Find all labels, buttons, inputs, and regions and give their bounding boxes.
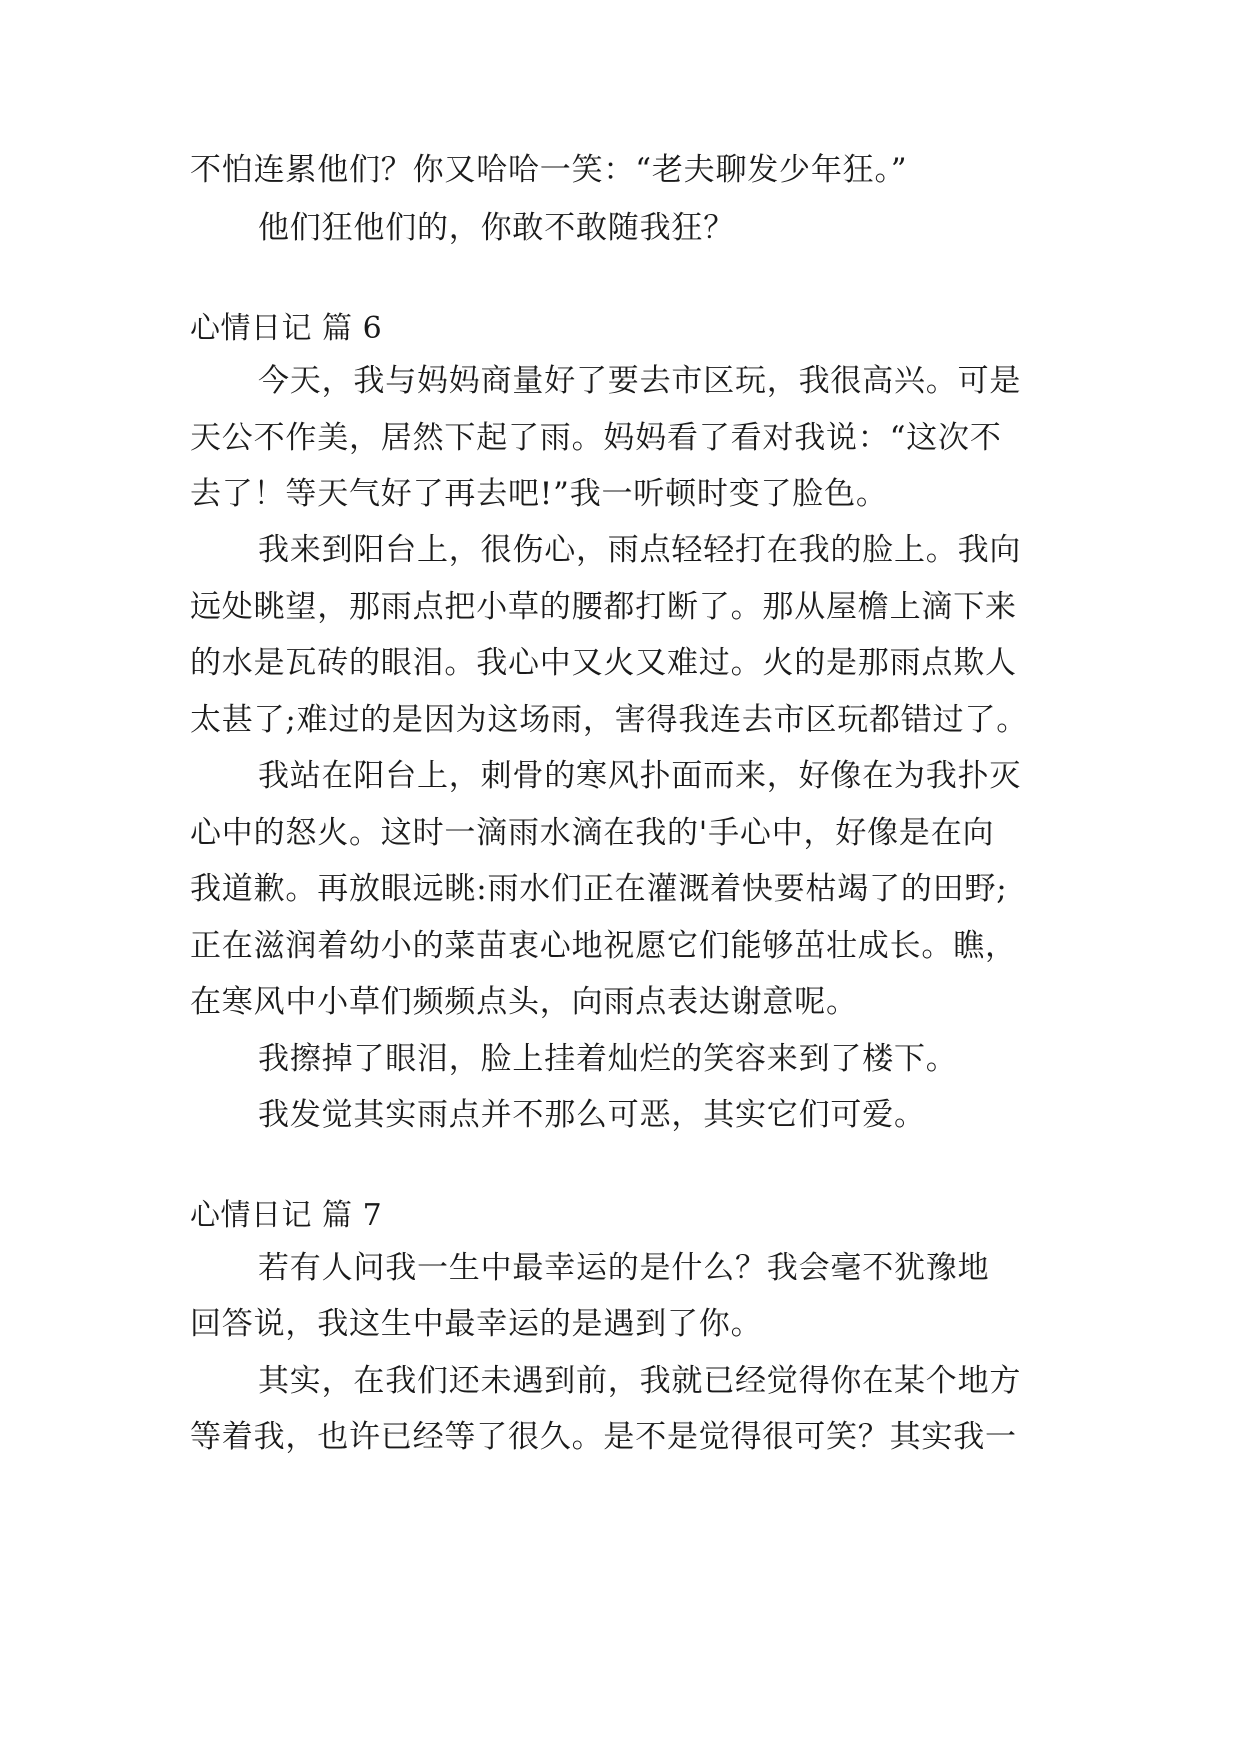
paragraph-line: 今天，我与妈妈商量好了要去市区玩，我很高兴。可是 bbox=[258, 363, 1022, 399]
paragraph-line: 回答说，我这生中最幸运的是遇到了你。 bbox=[190, 1306, 763, 1342]
paragraph-line: 我发觉其实雨点并不那么可恶，其实它们可爱。 bbox=[258, 1097, 926, 1133]
paragraph-line: 远处眺望，那雨点把小草的腰都打断了。那从屋檐上滴下来 bbox=[190, 589, 1017, 625]
paragraph-line: 我来到阳台上，很伤心，雨点轻轻打在我的脸上。我向 bbox=[258, 532, 1022, 568]
paragraph-line: 我擦掉了眼泪，脸上挂着灿烂的笑容来到了楼下。 bbox=[258, 1041, 958, 1077]
paragraph-line: 天公不作美，居然下起了雨。妈妈看了看对我说：“这次不 bbox=[190, 420, 1002, 456]
paragraph-line: 他们狂他们的，你敢不敢随我狂？ bbox=[258, 210, 735, 246]
paragraph-line: 等着我，也许已经等了很久。是不是觉得很可笑？其实我一 bbox=[190, 1419, 1017, 1455]
paragraph-line: 的水是瓦砖的眼泪。我心中又火又难过。火的是那雨点欺人 bbox=[190, 645, 1017, 681]
paragraph-line: 我道歉。再放眼远眺:雨水们正在灌溉着快要枯竭了的田野; bbox=[190, 871, 1008, 907]
paragraph-line: 太甚了;难过的是因为这场雨，害得我连去市区玩都错过了。 bbox=[190, 702, 1029, 738]
paragraph-line: 在寒风中小草们频频点头，向雨点表达谢意呢。 bbox=[190, 984, 858, 1020]
paragraph-line: 心中的怒火。这时一滴雨水滴在我的'手心中，好像是在向 bbox=[190, 815, 995, 851]
paragraph-line: 其实，在我们还未遇到前，我就已经觉得你在某个地方 bbox=[258, 1363, 1022, 1399]
section-heading: 心情日记 篇 6 bbox=[190, 311, 383, 346]
paragraph-line: 我站在阳台上，刺骨的寒风扑面而来，好像在为我扑灭 bbox=[258, 758, 1022, 794]
paragraph-line: 去了！等天气好了再去吧!”我一听顿时变了脸色。 bbox=[190, 476, 888, 512]
paragraph-line: 正在滋润着幼小的菜苗衷心地祝愿它们能够茁壮成长。瞧， bbox=[190, 928, 1017, 964]
paragraph-line: 不怕连累他们？你又哈哈一笑：“老夫聊发少年狂。” bbox=[190, 152, 908, 188]
paragraph-line: 若有人问我一生中最幸运的是什么？我会毫不犹豫地 bbox=[258, 1250, 990, 1286]
section-heading: 心情日记 篇 7 bbox=[190, 1198, 383, 1233]
